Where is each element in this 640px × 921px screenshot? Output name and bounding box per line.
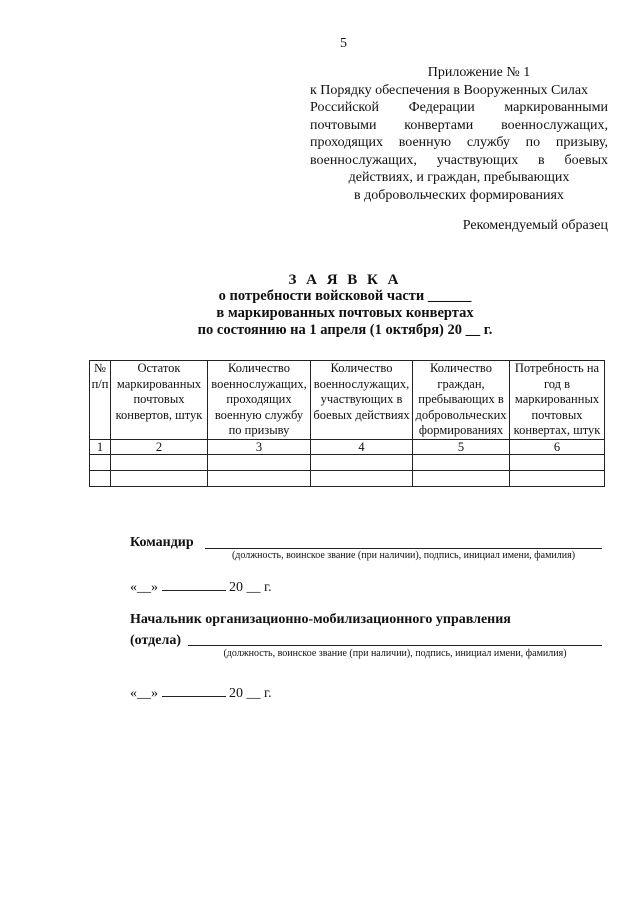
- commander-signature-line: [205, 548, 602, 549]
- date-day: «__»: [130, 580, 158, 595]
- table-header-cell: Количество военнослужащих, проходящих военную службу по призыву: [208, 361, 311, 440]
- table-cell: [111, 454, 208, 470]
- date-month-blank: [162, 684, 226, 697]
- document-subtitle-line: о потребности войсковой части ______: [218, 288, 472, 304]
- request-table: [89, 360, 605, 487]
- table-header-cell: Потребность на год в маркированных почтовых конвертах, штук: [510, 361, 605, 440]
- appendix-block: [310, 64, 608, 204]
- head-of-department-label: Начальник организационно-мобилизационного управления: [130, 612, 511, 627]
- date-month-blank: [162, 578, 226, 591]
- table-cell: 5: [413, 439, 510, 454]
- table-header-cell: Количество военнослужащих, участвующих в боевых действиях: [311, 361, 413, 440]
- table-cell: [510, 454, 605, 470]
- appendix-line: действиях, и граждан, пребывающих: [348, 170, 570, 185]
- appendix-line: в добровольческих формированиях: [354, 187, 564, 203]
- date-year: 20 __ г.: [229, 686, 272, 701]
- table-cell: 4: [311, 439, 413, 454]
- table-cell: [208, 470, 311, 486]
- appendix-line: проходящих военную службу по призыву,: [310, 135, 608, 150]
- head-signature-line: [188, 645, 602, 646]
- appendix-line: военнослужащих, участвующих в боевых: [310, 152, 608, 168]
- date-year: 20 __ г.: [229, 580, 272, 595]
- head-signature-caption: (должность, воинское звание (при наличии), подпись, инициал имени, фамилия): [223, 648, 567, 659]
- appendix-line: почтовыми конвертами военнослужащих,: [310, 117, 608, 133]
- appendix-line: к Порядку обеспечения в Вооруженных Силах: [310, 82, 589, 98]
- commander-label: Командир: [130, 535, 194, 550]
- commander-signature-caption: (должность, воинское звание (при наличии), подпись, инициал имени, фамилия): [231, 550, 576, 561]
- document-title: З А Я В К А: [288, 272, 402, 288]
- commander-date: [130, 578, 272, 596]
- document-subtitle-line: в маркированных почтовых конвертах: [216, 305, 474, 321]
- date-day: «__»: [130, 686, 158, 701]
- table-cell: [111, 470, 208, 486]
- table-cell: [311, 470, 413, 486]
- table-cell: 2: [111, 439, 208, 454]
- table-cell: 6: [510, 439, 605, 454]
- table-cell: [413, 470, 510, 486]
- table-row: [90, 439, 605, 454]
- table-cell: 3: [208, 439, 311, 454]
- head-date: [130, 684, 272, 702]
- table-header-row: [90, 361, 605, 440]
- table-header-cell: № п/п: [90, 361, 111, 440]
- table-cell: [90, 470, 111, 486]
- table-row: [90, 470, 605, 486]
- appendix-title: Приложение № 1: [427, 65, 531, 80]
- table-cell: 1: [90, 439, 111, 454]
- appendix-line: Российской Федерации маркированными: [310, 100, 608, 115]
- table-row: [90, 454, 605, 470]
- table-cell: [510, 470, 605, 486]
- table-cell: [90, 454, 111, 470]
- document-subtitle-line: по состоянию на 1 апреля (1 октября) 20 __ г.: [197, 322, 493, 338]
- table-cell: [311, 454, 413, 470]
- table-cell: [413, 454, 510, 470]
- table-header-cell: Остаток маркированных почтовых конвертов, штук: [111, 361, 208, 440]
- page-number: 5: [340, 36, 347, 51]
- head-of-department-label-cont: (отдела): [130, 633, 181, 648]
- table-header-cell: Количество граждан, пребывающих в добровольческих формированиях: [413, 361, 510, 440]
- table-cell: [208, 454, 311, 470]
- recommended-sample-label: Рекомендуемый образец: [462, 218, 608, 233]
